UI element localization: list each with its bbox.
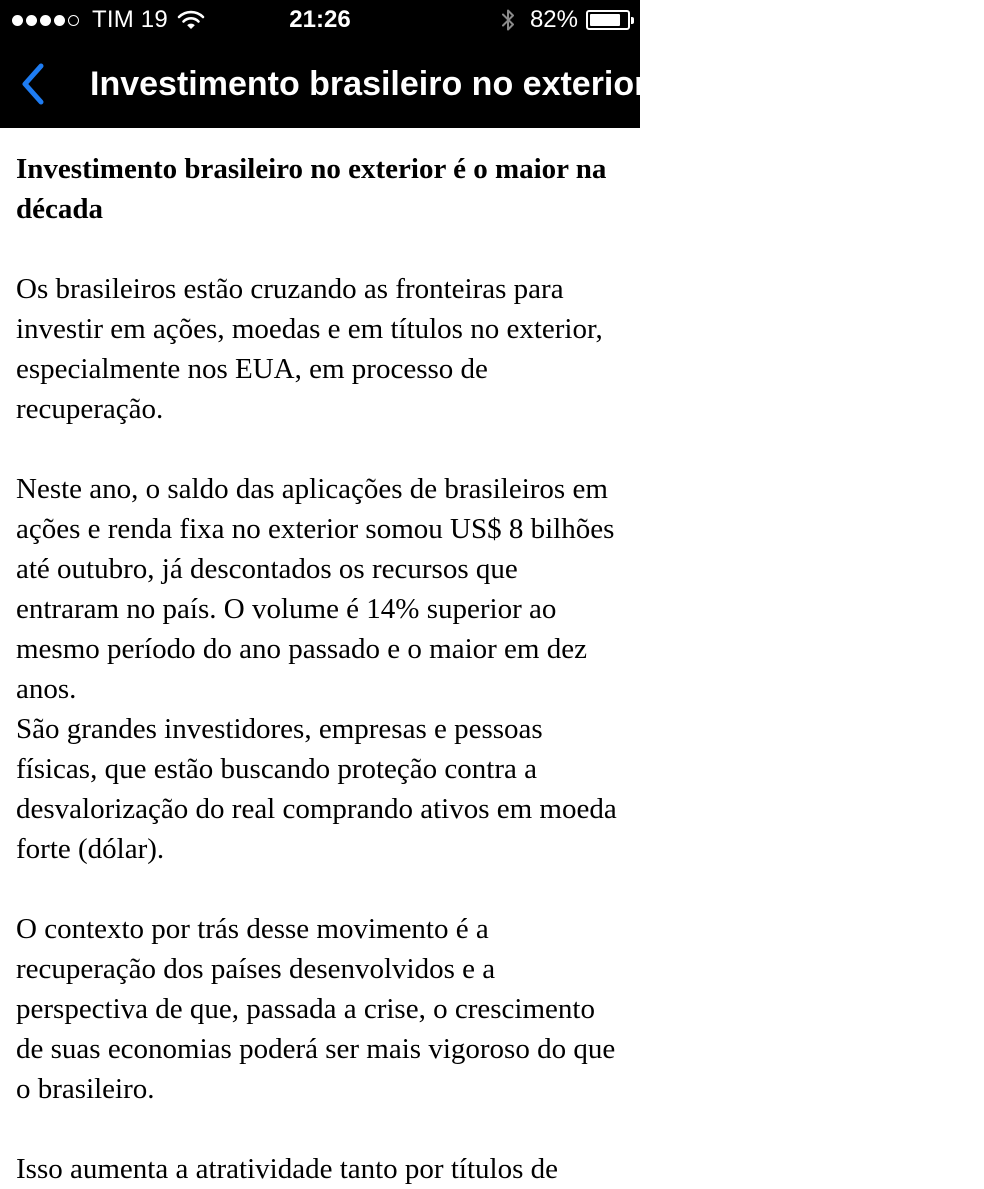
article-paragraph: O contexto por trás desse movimento é a recuperação dos países desenvolvidos e a perspectiva de que, passada a crise, o crescimento de suas economias poderá ser mais vigoroso do que o brasileiro. bbox=[16, 913, 616, 1105]
article-paragraph: Isso aumenta a atratividade tanto por títulos de bbox=[16, 1153, 558, 1185]
status-bar bbox=[0, 0, 640, 40]
status-time: 21:26 bbox=[289, 6, 351, 33]
battery-percent: 82% bbox=[529, 6, 578, 33]
navigation-bar bbox=[0, 40, 984, 128]
article-paragraph: São grandes investidores, empresas e pessoas físicas, que estão buscando proteção contra a desvalorização do real comprando ativos em moeda forte (dólar). bbox=[16, 713, 617, 865]
article-paragraph: Neste ano, o saldo das aplicações de brasileiros em ações e renda fixa no exterior somou US$ 8 bilhões até outubro, já descontados os recursos que entraram no país. O volume é 14% superior ao mesmo período do ano passado e o maior em dez anos. bbox=[16, 473, 615, 705]
top-bar bbox=[0, 0, 984, 128]
article-paragraph: Os brasileiros estão cruzando as fronteiras para investir em ações, moedas e em títulos no exterior, especialmente nos EUA, em processo de recuperação. bbox=[16, 273, 603, 425]
chevron-left-icon bbox=[19, 62, 47, 106]
battery-fill bbox=[590, 14, 620, 26]
back-button[interactable] bbox=[8, 54, 58, 114]
battery-icon bbox=[586, 10, 630, 30]
article-content bbox=[16, 128, 626, 1185]
carrier-name: TIM 19 bbox=[92, 6, 168, 33]
battery-tip bbox=[631, 17, 634, 24]
bluetooth-icon bbox=[500, 8, 516, 32]
nav-title: Investimento brasileiro no exterior é o maior na década bbox=[90, 65, 984, 103]
article-headline: Investimento brasileiro no exterior é o maior na década bbox=[16, 153, 607, 225]
status-right bbox=[500, 0, 630, 40]
